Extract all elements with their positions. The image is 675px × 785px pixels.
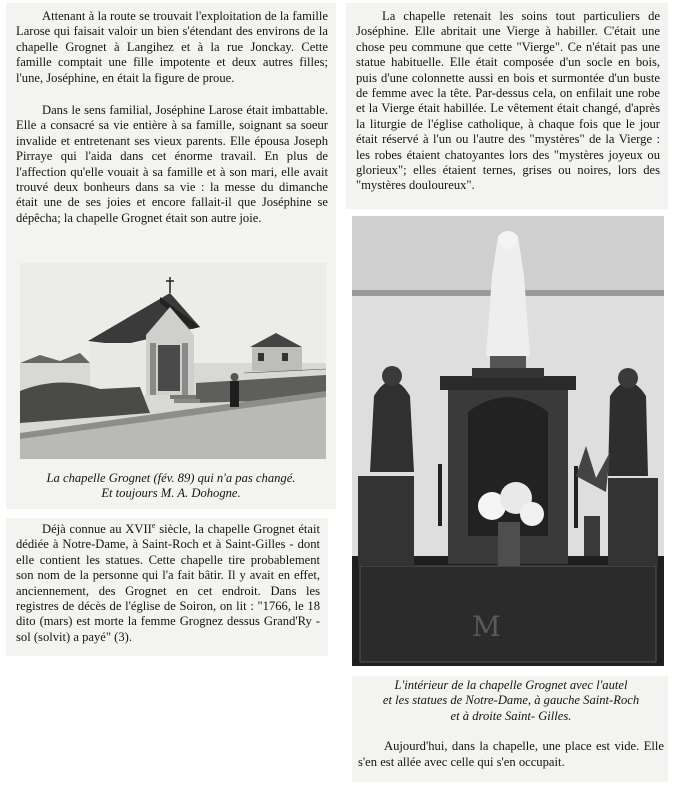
paragraph-history xyxy=(16,522,320,645)
photo-chapel-exterior xyxy=(20,263,326,459)
caption-chapel-interior-1: L'intérieur de la chapelle Grognet avec l'autel xyxy=(394,678,628,692)
history-text-start: Déjà connue au XVII xyxy=(42,522,152,536)
left-top-panel xyxy=(6,3,336,509)
chapel-interior-image xyxy=(352,216,664,666)
history-text-rest: siècle, la chapelle Grognet était dédiée à Notre-Dame, à Saint-Roch et à Saint-Gilles - dont elle contient les statues. Cette chapelle tire probablement son nom de la personne qui l'a fait bâtir. Il y avait en effet, anciennement, des Grognet en cet endroit. Dans les registres de décès de l'église de Soiron, on lit : "1766, le 18 dito (mars) est morte la femme Grognez dessus Grand'Ry - sol (solvit) a payé" (3). xyxy=(16,522,320,644)
left-bottom-panel xyxy=(6,518,328,656)
history-superscript: e xyxy=(151,520,156,530)
svg-text:M: M xyxy=(472,610,501,643)
paragraph-conclusion: Aujourd'hui, dans la chapelle, une place est vide. Elle s'en est allée avec celle qui s'en occupait. xyxy=(358,739,664,769)
caption-chapel-exterior-2: Et toujours M. A. Dohogne. xyxy=(101,486,241,501)
paragraph-vierge: La chapelle retenait les soins tout particuliers de Joséphine. Elle abritait une Vierge à habiller. C'était une chose peu commune que cette "Vierge". Ce n'était pas une statue habituelle. Elle était composée d'un socle en bois, puis d'une colonnette aussi en bois et surmontée d'un buste de femme avec la tête. Par-dessus cela, on enfilait une robe et la Vierge était habillée. Le vêtement était changé, d'après la liturgie de l'église catholique, à chaque fois que le jour était réservé à l'un ou l'autre des "mystères" de la Vierge : les robes étaient chatoyantes lors des "mystères joyeux ou glorieux"; elles étaient ternes, grises ou noires, lors des "mystères douloureux". xyxy=(356,9,660,193)
photo-chapel-interior xyxy=(352,216,664,666)
right-bottom-panel xyxy=(352,676,668,782)
paragraph-larose-family: Attenant à la route se trouvait l'exploitation de la famille Larose qui faisait valoir un bien s'étendant des environs de la chapelle Grognet à Langihez et à la rue Jonckay. Cette famille comptait une fille impotente et deux autres filles; l'une, Joséphine, en était la figure de proue. xyxy=(16,9,328,85)
paragraph-josephine: Dans le sens familial, Joséphine Larose était imbattable. Elle a consacré sa vie entière à sa famille, soignant sa soeur invalide et entretenant ses vieux parents. Elle épousa Joseph Pirraye qui l'aida dans cet énorme travail. En plus de l'affection qu'elle vouait à sa famille et à son mari, elle avait trouvé deux bonheurs dans sa vie : la messe du dimanche était une de ses joies et encore fallait-il que Joséphine se dépêcha; la chapelle Grognet était son autre joie. xyxy=(16,103,328,225)
chapel-exterior-image xyxy=(20,263,326,459)
right-top-panel xyxy=(346,3,668,209)
caption-chapel-interior-2: et les statues de Notre-Dame, à gauche Saint-Roch xyxy=(382,693,640,708)
caption-chapel-interior-3: et à droite Saint- Gilles. xyxy=(450,708,572,723)
caption-chapel-exterior-1: La chapelle Grognet (fév. 89) qui n'a pas changé. xyxy=(46,471,296,485)
